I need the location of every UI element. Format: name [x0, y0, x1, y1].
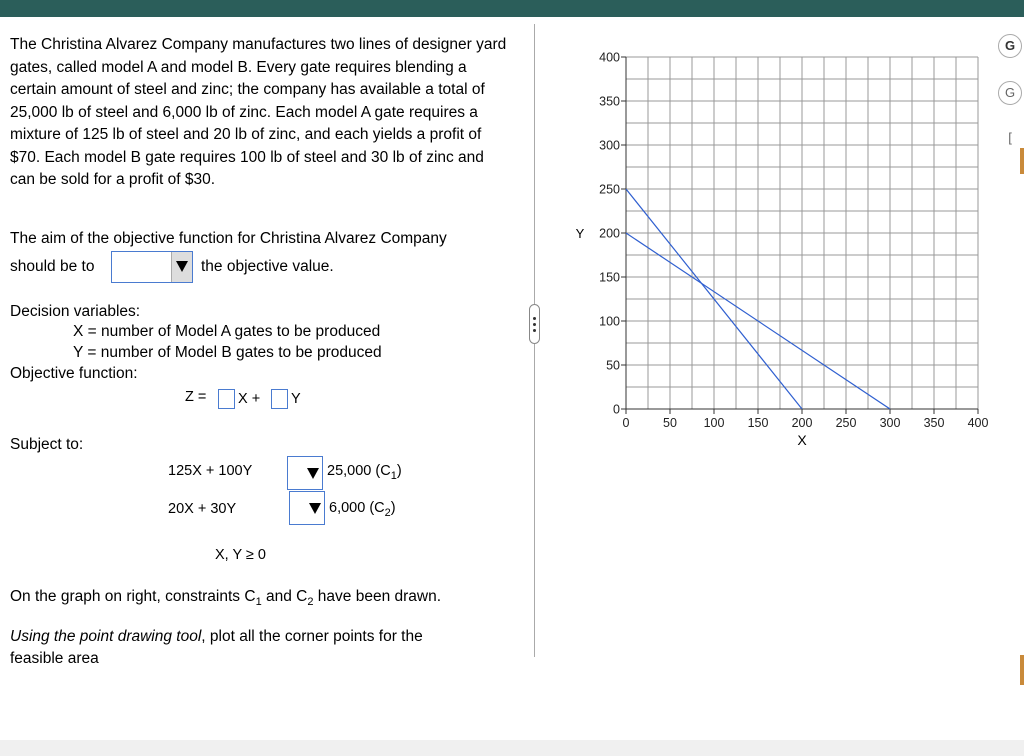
y-tick-label: 150 — [599, 270, 620, 285]
x-term: X + — [238, 391, 261, 407]
c1-rhs-text: 25,000 (C — [327, 463, 391, 479]
z-label: Z = — [185, 389, 207, 405]
objective-heading: Objective function: — [10, 365, 138, 382]
drawn-note-b: and C — [261, 588, 308, 605]
nonnegativity: X, Y ≥ 0 — [215, 547, 266, 563]
c2-rhs-text: 6,000 (C — [329, 500, 385, 516]
y-tick-label: 200 — [599, 226, 620, 241]
aim-text-line1: The aim of the objective function for Christina Alvarez Company — [10, 230, 447, 247]
x-tick-label: 50 — [663, 416, 677, 430]
subject-to-heading: Subject to: — [10, 436, 84, 453]
x-tick-label: 0 — [622, 416, 630, 430]
problem-statement: The Christina Alvarez Company manufactures two lines of designer yard gates, called model A and model B. Every gate requires blending a certain amount of steel and zinc; the company has available a total of 25,000 lb of steel and 6,000 lb of zinc. Each model A gate requires a mixture of 125 lb of steel and 20 lb of zinc, and each yields a profit of $70. Each model B gate requires 100 lb of steel and 30 lb of zinc and can be sold for a profit of $30. — [10, 36, 507, 188]
aim-text-line2: should be to — [10, 258, 95, 275]
tool-instruction-italic: Using the point drawing tool — [10, 628, 202, 645]
x-tick-label: 150 — [747, 416, 769, 430]
x-tick-label: 400 — [967, 416, 989, 430]
aim-text-suffix: the objective value. — [201, 258, 334, 275]
tool-instruction-line2: feasible area — [10, 650, 99, 667]
graph-grid — [626, 57, 978, 409]
bracket-icon[interactable]: [ — [998, 127, 1022, 151]
y-term: Y — [291, 391, 301, 407]
x-tick-label: 100 — [703, 416, 725, 430]
decision-heading: Decision variables: — [10, 303, 141, 320]
tool-instruction-rest: , plot all the corner points for the — [201, 628, 423, 645]
edge-marker — [1020, 148, 1024, 174]
drawn-note-c: have been drawn. — [313, 588, 442, 605]
x-tick-label: 200 — [791, 416, 813, 430]
c2-lhs: 20X + 30Y — [168, 501, 237, 517]
drawn-sub1: 1 — [255, 596, 262, 609]
x-tick-label: 350 — [923, 416, 945, 430]
x-definition: X = number of Model A gates to be produced — [73, 323, 381, 340]
y-axis-label: Y — [575, 226, 585, 241]
refresh-icon[interactable]: G — [998, 81, 1022, 105]
help-icon[interactable]: G — [998, 34, 1022, 58]
c1-subscript: 1 — [390, 469, 397, 482]
y-tick-label: 350 — [599, 94, 620, 109]
drawn-note-a: On the graph on right, constraints C — [10, 588, 256, 605]
x-axis-label: X — [797, 432, 807, 448]
y-tick-label: 0 — [613, 402, 620, 417]
x-tick-label: 300 — [879, 416, 901, 430]
y-tick-label: 100 — [599, 314, 620, 329]
drawn-sub2: 2 — [307, 596, 314, 609]
y-tick-label: 250 — [599, 182, 620, 197]
y-tick-label: 300 — [599, 138, 620, 153]
y-definition: Y = number of Model B gates to be produced — [73, 344, 382, 361]
y-tick-label: 400 — [599, 50, 620, 65]
edge-marker — [1020, 655, 1024, 685]
c1-lhs: 125X + 100Y — [168, 463, 253, 479]
y-tick-label: 50 — [606, 358, 620, 373]
c2-close: ) — [390, 500, 396, 516]
c1-close: ) — [396, 463, 402, 479]
c2-subscript: 2 — [384, 506, 391, 519]
bottom-bar — [0, 740, 1024, 756]
graph-ticks — [599, 51, 988, 431]
x-tick-label: 250 — [835, 416, 857, 430]
